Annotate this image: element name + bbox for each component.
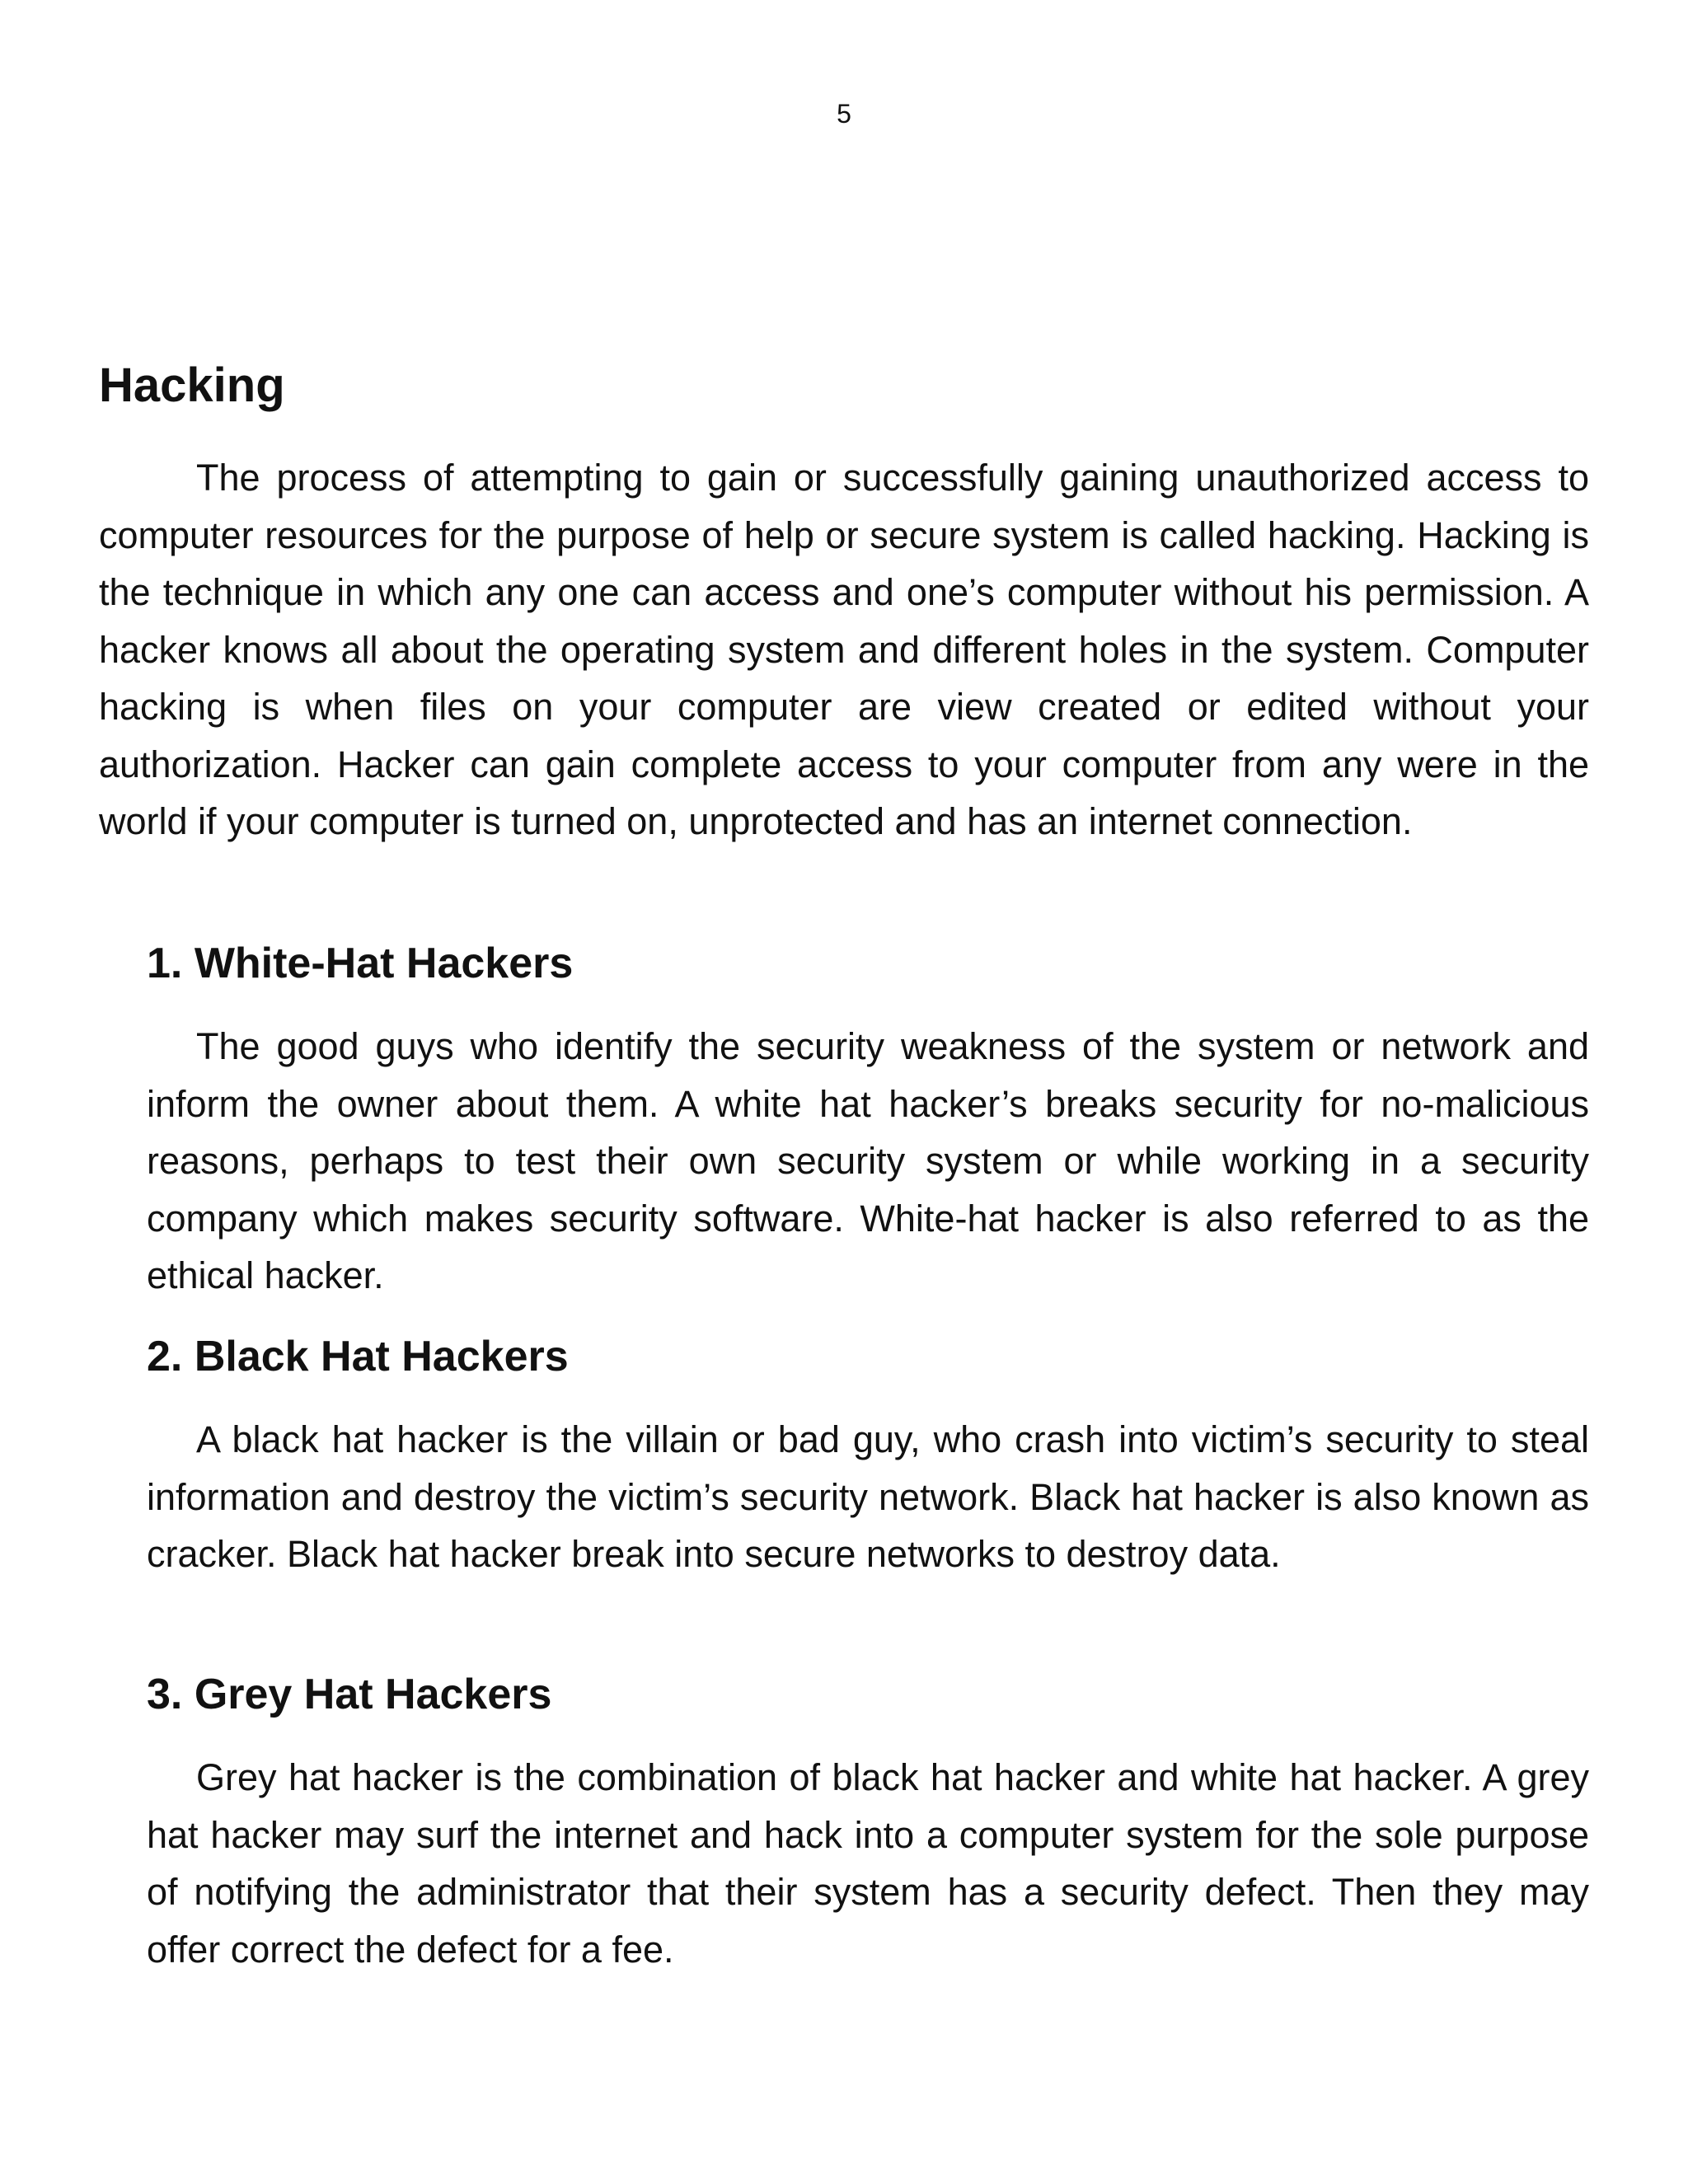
section-body-white-hat: The good guys who identify the security weakness of the system or network and inform the owner about them. A white hat hacker’s breaks security for no-malicious reasons, perhaps to test their own security system or while working in a security company which makes security software. White-hat hacker is also referred to as the ethical hacker. <box>147 1025 1589 1296</box>
section-heading-grey-hat: 3. Grey Hat Hackers <box>147 1671 552 1718</box>
section-heading-black-hat: 2. Black Hat Hackers <box>147 1333 569 1380</box>
intro-paragraph: The process of attempting to gain or successfully gaining unauthorized access to computer resources for the purpose of help or secure system is called hacking. Hacking is the technique in which any one can access and one’s computer without his permission. A hacker knows all about the operating system and different holes in the system. Computer hacking is when files on your computer are view created or edited without your authorization. Hacker can gain complete access to your computer from any were in the world if your computer is turned on, unprotected and has an internet connection. <box>99 457 1589 842</box>
section-heading-white-hat: 1. White-Hat Hackers <box>147 940 574 987</box>
section-body-grey-hat: Grey hat hacker is the combination of black hat hacker and white hat hacker. A grey hat hacker may surf the internet and hack into a computer system for the sole purpose of notifying the administrator that their system has a security defect. Then they may offer correct the defect for a fee. <box>147 1756 1589 1971</box>
page-title: Hacking <box>99 359 285 412</box>
page-number: 5 <box>837 99 851 129</box>
section-body-black-hat: A black hat hacker is the villain or bad guy, who crash into victim’s security to steal information and destroy the victim’s security network. Black hat hacker is also known as cracker. Black hat hacker break into secure networks to destroy data. <box>147 1418 1589 1575</box>
